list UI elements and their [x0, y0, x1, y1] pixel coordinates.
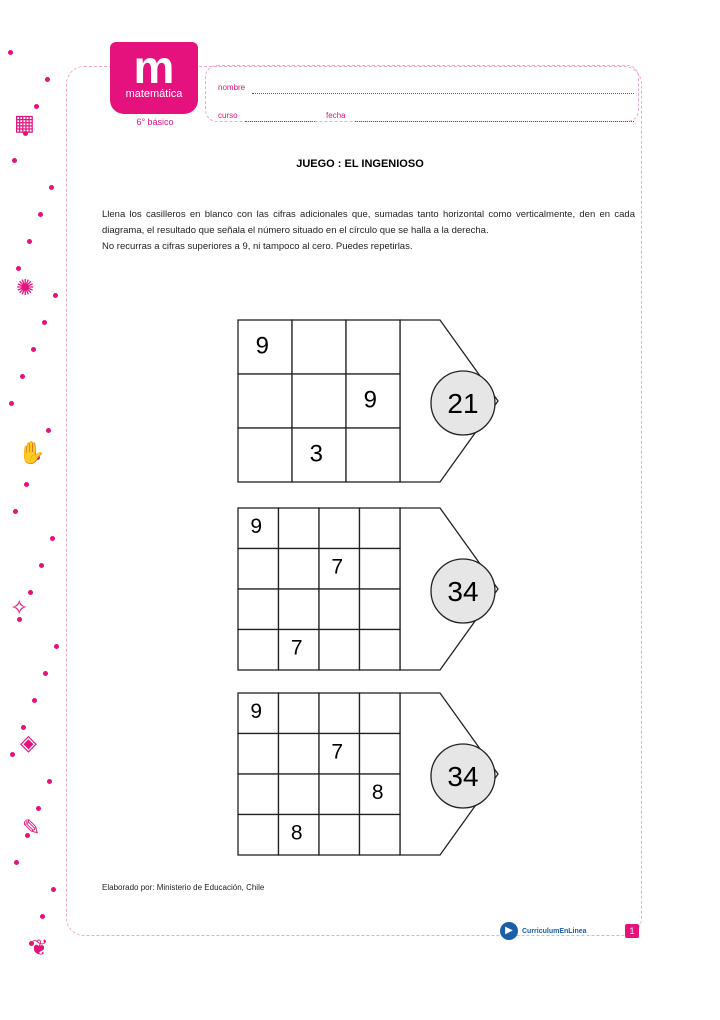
grid-cell[interactable] [319, 815, 360, 856]
given-number: 9 [255, 332, 269, 360]
grid-cell[interactable] [319, 589, 360, 630]
given-number: 9 [363, 386, 377, 414]
grid-cell[interactable] [360, 630, 401, 671]
given-number: 8 [290, 821, 303, 845]
grid-cell[interactable] [279, 508, 320, 549]
grid-cell[interactable] [292, 374, 346, 428]
grid-cell[interactable] [319, 693, 360, 734]
given-number: 8 [371, 781, 384, 805]
grid-cell[interactable] [360, 693, 401, 734]
logo-letter: m [133, 41, 175, 93]
grid-cell[interactable] [238, 734, 279, 775]
candy-icon: ✧ [10, 595, 29, 620]
grid-cell[interactable] [238, 630, 279, 671]
brand-text: CurriculumEnLinea [522, 927, 587, 935]
grid-cell[interactable] [319, 630, 360, 671]
given-number: 7 [290, 636, 303, 660]
given-number: 9 [250, 515, 263, 539]
grid-cell[interactable] [319, 508, 360, 549]
grid-cell[interactable] [238, 589, 279, 630]
calculator-icon: ▦ [14, 110, 35, 135]
grid-cell[interactable] [238, 774, 279, 815]
grid-cell[interactable] [279, 734, 320, 775]
instruction-text: Llena los casilleros en blanco con las cifras adicionales que, sumadas tanto horizontal como verticalmente, den en cada diagrama, el resultado que señala el número situado en el círculo que se halla a la derecha. [102, 209, 635, 236]
grade-label: 6° básico [136, 117, 174, 127]
grid-cell[interactable] [238, 428, 292, 482]
grid-cell[interactable] [360, 549, 401, 590]
grid-cell[interactable] [360, 589, 401, 630]
grid-cell[interactable] [279, 774, 320, 815]
course-label: curso [218, 111, 238, 120]
given-number: 7 [331, 555, 344, 579]
given-number: 9 [250, 700, 263, 724]
grid-cell[interactable] [346, 320, 400, 374]
grid-cell[interactable] [360, 734, 401, 775]
credit-text: Elaborado por: Ministerio de Educación, Chile [102, 883, 265, 892]
given-number: 7 [331, 740, 344, 764]
hand-icon: ✋ [18, 440, 46, 465]
grid-cell[interactable] [319, 774, 360, 815]
grid-cell[interactable] [238, 815, 279, 856]
cube-icon: ◈ [20, 730, 37, 755]
given-number: 3 [309, 440, 323, 468]
date-label: fecha [326, 111, 346, 120]
target-number: 34 [447, 761, 479, 792]
logo-subject: matemática [125, 88, 183, 100]
name-label: nombre [218, 83, 246, 92]
grid-cell[interactable] [360, 508, 401, 549]
grid-cell[interactable] [360, 815, 401, 856]
grid-cell[interactable] [238, 374, 292, 428]
target-number: 34 [447, 576, 479, 607]
instruction-text: No recurras a cifras superiores a 9, ni tampoco al cero. Puedes repetirlas. [102, 241, 413, 252]
grid-cell[interactable] [279, 693, 320, 734]
orange-slice-icon: ✺ [16, 275, 35, 300]
grid-cell[interactable] [346, 428, 400, 482]
page-title: JUEGO : EL INGENIOSO [296, 158, 424, 170]
apple-icon: ❦ [30, 935, 49, 960]
page-number: 1 [625, 924, 639, 938]
play-icon: ▶ [500, 922, 518, 940]
grid-cell[interactable] [238, 549, 279, 590]
target-number: 21 [447, 388, 479, 419]
grid-cell[interactable] [279, 589, 320, 630]
grid-cell[interactable] [279, 549, 320, 590]
pencil-icon: ✎ [22, 815, 41, 840]
brand-logo [500, 922, 587, 940]
grid-cell[interactable] [292, 320, 346, 374]
